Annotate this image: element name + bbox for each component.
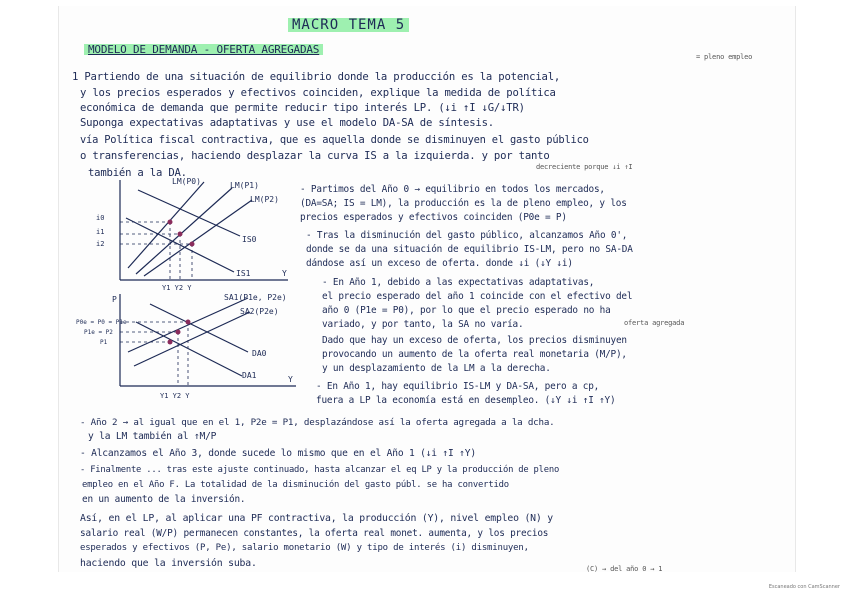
equilibrium-point [178, 232, 183, 237]
da0-label: DA0 [252, 349, 267, 358]
intro-line: Suponga expectativas adaptativas y use el modelo DA-SA de síntesis. [80, 117, 494, 129]
margin-note: = pleno empleo [696, 53, 753, 61]
lm1-label: LM(P1) [230, 181, 259, 190]
sa2-label: SA2(P2e) [240, 307, 279, 316]
note-line: - En Año 1, debido a las expectativas adaptativas, [322, 277, 595, 288]
equilibrium-point [186, 320, 191, 325]
conclusion-line: haciendo que la inversión suba. [80, 558, 257, 569]
intro-line: y los precios esperados y efectivos coinciden, explique la medida de política [80, 87, 556, 99]
da-sa-graph [76, 292, 302, 402]
section-title: MODELO DE DEMANDA - OFERTA AGREGADAS [84, 44, 323, 55]
sa1-label: SA1(P1e, P2e) [224, 293, 287, 302]
intro-line: también a la DA. [88, 167, 187, 179]
note-line: - Tras la disminución del gasto público, alcanzamos Año 0', [306, 230, 628, 241]
is1-label: IS1 [236, 269, 251, 278]
conclusion-line: esperados y efectivos (P, Pe), salario monetario (W) y tipo de interés (i) disminuyen, [80, 543, 529, 553]
note-line: dándose así un exceso de oferta. donde ↓i (↓Y ↓i) [306, 258, 573, 269]
note-line: (DA=SA; IS = LM), la producción es la de pleno empleo, y los [300, 198, 627, 209]
is0-label: IS0 [242, 235, 257, 244]
intro-note: decreciente porque ↓i ↑I [536, 163, 633, 171]
body-line: en un aumento de la inversión. [82, 494, 246, 505]
equilibrium-point [176, 330, 181, 335]
conclusion-line: salario real (W/P) permanecen constantes, la oferta real monet. aumenta, y los precios [80, 528, 549, 539]
note-line: Dado que hay un exceso de oferta, los precios disminuyen [322, 335, 627, 346]
intro-line: económica de demanda que permite reducir tipo interés LP. (↓i ↑I ↓G/↓TR) [80, 102, 525, 114]
y-tick: P1e = P2 [84, 329, 113, 336]
y-tick: P1 [100, 339, 108, 346]
footnote: (C) → del año 0 → 1 [586, 565, 663, 573]
note-line: el precio esperado del año 1 coincide con el efectivo del [322, 291, 633, 302]
lm2-curve [144, 200, 252, 276]
x-axis-label: Y [288, 375, 293, 384]
da0-curve [150, 304, 248, 352]
da1-label: DA1 [242, 371, 257, 380]
note-aside: oferta agregada [624, 319, 685, 327]
intro-line: vía Política fiscal contractiva, que es aquella donde se disminuyen el gasto público [80, 134, 589, 146]
equilibrium-point [190, 242, 195, 247]
y-tick: i1 [96, 228, 105, 236]
topic-title: MACRO TEMA 5 [288, 18, 409, 32]
scanner-watermark: Escaneado con CamScanner [768, 584, 840, 590]
graph1-ylabel: LM(P0) [172, 177, 201, 186]
body-line: y la LM también al ↑M/P [88, 431, 217, 442]
equilibrium-point [168, 340, 173, 345]
x-ticks: Y1 Y2 Y [162, 284, 192, 292]
conclusion-line: Así, en el LP, al aplicar una PF contractiva, la producción (Y), nivel empleo (N) y [80, 513, 553, 524]
y-tick: P0e = P0 = P1e [76, 319, 127, 326]
body-line: - Año 2 → al igual que en el 1, P2e = P1, desplazándose así la oferta agregada a la dcha. [80, 417, 555, 428]
body-line: - Finalmente ... tras este ajuste continuado, hasta alcanzar el eq LP y la producción de pleno [80, 465, 560, 475]
note-line: y un desplazamiento de la LM a la derecha. [322, 363, 551, 374]
intro-line: o transferencias, haciendo desplazar la curva IS a la izquierda. y por tanto [80, 150, 550, 162]
intro-line: 1 Partiendo de una situación de equilibrio donde la producción es la potencial, [72, 71, 561, 83]
note-line: - En Año 1, hay equilibrio IS-LM y DA-SA, pero a cp, [316, 381, 600, 392]
note-line: precios esperados y efectivos coinciden (P0e = P) [300, 212, 567, 223]
da1-curve [136, 322, 242, 376]
note-line: provocando un aumento de la oferta real monetaria (M/P), [322, 349, 627, 360]
is-lm-graph [92, 176, 292, 294]
x-ticks: Y1 Y2 Y [160, 392, 190, 400]
y-tick: i0 [96, 214, 105, 222]
equilibrium-point [168, 220, 173, 225]
note-line: - Partimos del Año 0 → equilibrio en todos los mercados, [300, 184, 605, 195]
lm2-label: LM(P2) [250, 195, 279, 204]
note-line: donde se da una situación de equilibrio IS-LM, pero no SA-DA [306, 244, 633, 255]
graph2-ylabel: P [112, 295, 117, 304]
body-line: - Alcanzamos el Año 3, donde sucede lo mismo que en el Año 1 (↓i ↑I ↑Y) [80, 448, 476, 459]
lm1-curve [136, 188, 232, 274]
sa2-curve [134, 312, 250, 366]
is0-curve [138, 190, 240, 236]
note-line: año 0 (P1e = P0), por lo que el precio esperado no ha [322, 305, 611, 316]
note-line: fuera a LP la economía está en desempleo. (↓Y ↓i ↑I ↑Y) [316, 395, 616, 406]
y-tick: i2 [96, 240, 105, 248]
x-axis-label: Y [282, 269, 287, 278]
note-line: variado, y por tanto, la SA no varía. [322, 319, 524, 330]
body-line: empleo en el Año F. La totalidad de la disminución del gasto públ. se ha convertido [82, 480, 509, 490]
